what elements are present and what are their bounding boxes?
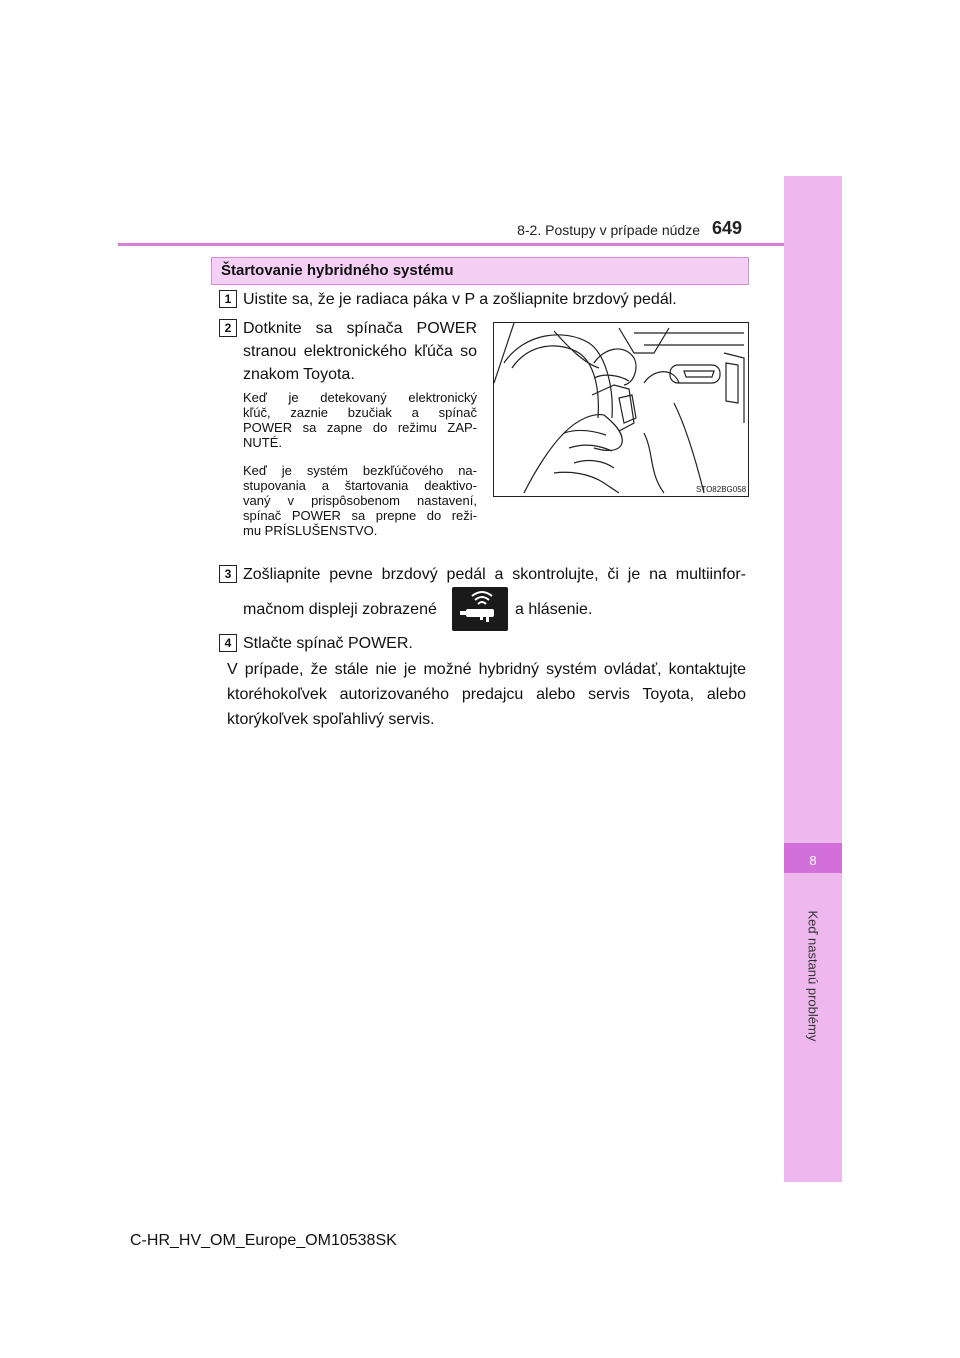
- step-2-note-2-line-3: vaný v prispôsobenom nastavení,: [243, 493, 477, 508]
- step-2-note-1-line-3: POWER sa zapne do režimu ZAP-: [243, 420, 477, 435]
- step-4-text: Stlačte spínač POWER.: [243, 635, 413, 652]
- step-2-note-2-line-2: stupovania a štartovania deaktivo-: [243, 478, 477, 493]
- heading-title: Štartovanie hybridného systému: [221, 262, 454, 279]
- step-2-note-1-line-2: kľúč, zaznie bzučiak a spínač: [243, 405, 477, 420]
- paragraph-line-3: ktorýkoľvek spoľahlivý servis.: [227, 711, 435, 728]
- chapter-title: Keď nastanú problémy: [805, 910, 821, 1042]
- step-2-note-2-line-4: spínač POWER sa prepne do reži-: [243, 508, 477, 523]
- key-symbol-icon: [452, 587, 508, 631]
- step-3-line-2-start: mačnom displeji zobrazené: [243, 601, 437, 618]
- step-1-text: Uistite sa, že je radiaca páka v P a zošliapnite brzdový pedál.: [243, 291, 677, 308]
- step-number-3: 3: [219, 565, 237, 583]
- paragraph-line-1: V prípade, že stále nie je možné hybridný systém ovládať, kontaktujte: [227, 661, 746, 678]
- chapter-number: 8: [809, 853, 817, 868]
- key-symbol-drawing: [452, 587, 508, 631]
- step-2-line-3: znakom Toyota.: [243, 366, 355, 383]
- illustration-drawing: [494, 323, 748, 496]
- section-title: 8-2. Postupy v prípade núdze: [517, 222, 700, 238]
- step-2-note-2-line-1: Keď je systém bezkľúčového na-: [243, 463, 477, 478]
- power-switch-key-illustration: [493, 322, 749, 497]
- step-3-line-2-end: a hlásenie.: [515, 601, 593, 618]
- step-2-note-2-line-5: mu PRÍSLUŠENSTVO.: [243, 523, 378, 538]
- step-number-4: 4: [219, 634, 237, 652]
- step-2-note-1-line-4: NUTÉ.: [243, 435, 282, 450]
- step-3-line-1: Zošliapnite pevne brzdový pedál a skontrolujte, či je na multiinfor-: [243, 566, 746, 583]
- document-code: C-HR_HV_OM_Europe_OM10538SK: [130, 1232, 397, 1249]
- step-number-1: 1: [219, 290, 237, 308]
- step-2-line-1: Dotknite sa spínača POWER: [243, 320, 477, 337]
- paragraph-line-2: ktoréhokoľvek autorizovaného predajcu alebo servis Toyota, alebo: [227, 686, 746, 703]
- figure-code: STO82BG058: [696, 485, 747, 494]
- step-2-line-2: stranou elektronického kľúča so: [243, 343, 477, 360]
- step-number-2: 2: [219, 319, 237, 337]
- page-number: 649: [712, 218, 743, 238]
- header-rule: [118, 243, 784, 246]
- step-2-note-1-line-1: Keď je detekovaný elektronický: [243, 390, 477, 405]
